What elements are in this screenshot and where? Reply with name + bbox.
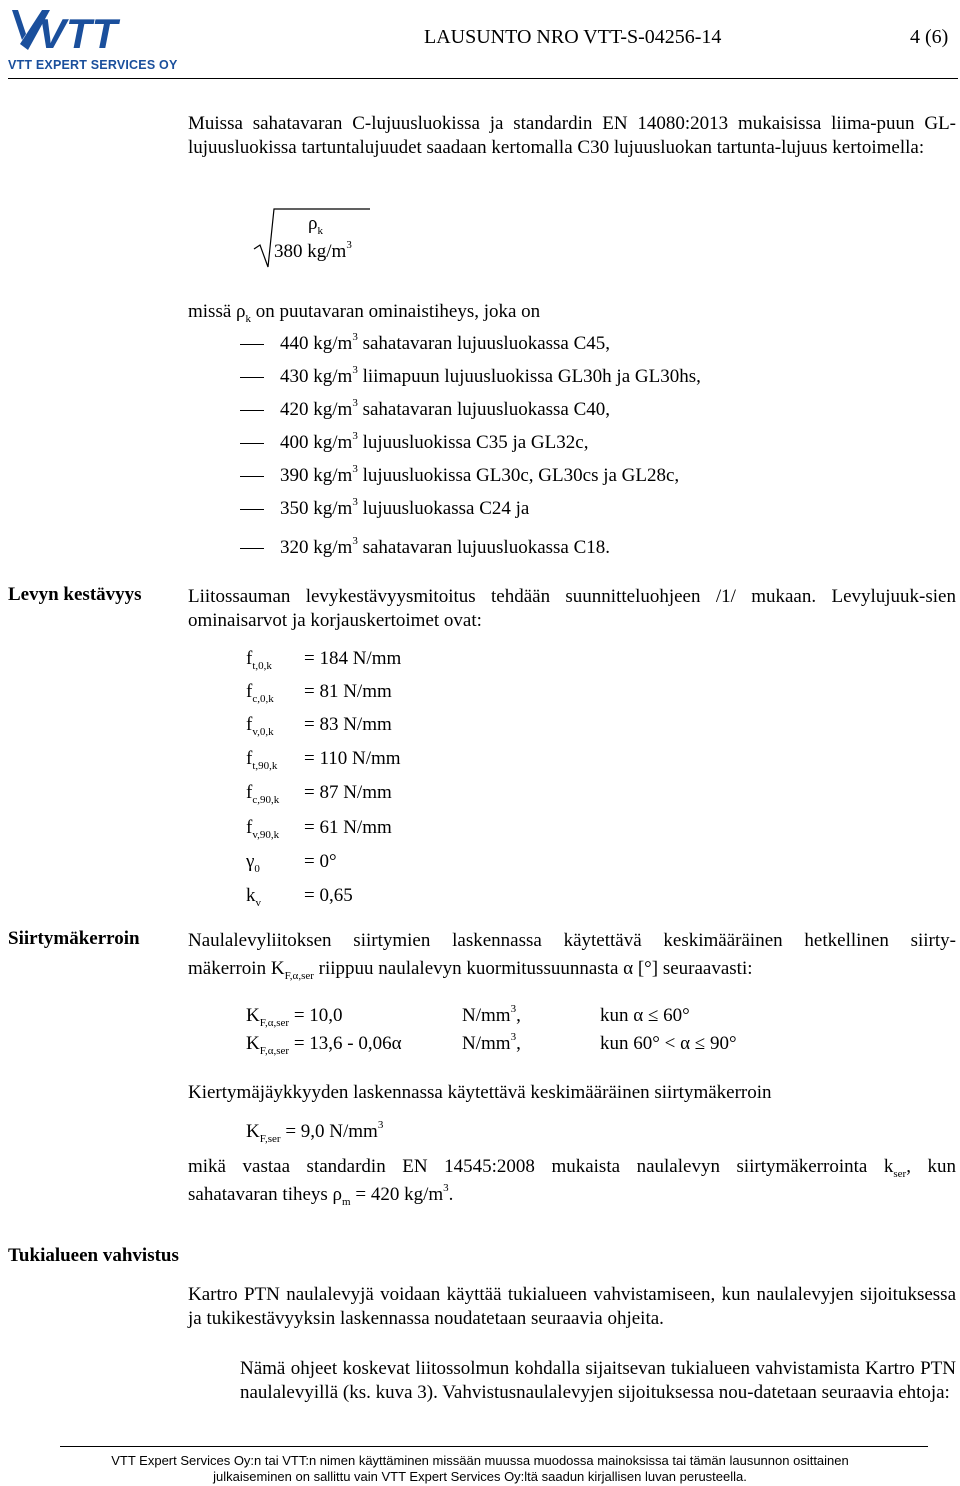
density-sup: 3: [352, 534, 358, 547]
eq2-unit: N/mm: [462, 1033, 511, 1054]
property-symbol-sub: v: [255, 896, 261, 909]
density-value: 390 kg/m: [280, 465, 353, 486]
property-symbol: [246, 648, 304, 670]
density-sup: 3: [352, 462, 358, 475]
density-item: [240, 431, 940, 455]
formula-numerator: $\rho_k$: [308, 213, 323, 237]
density-text: [280, 398, 610, 422]
formula-denominator: 380 $kg/m^3$: [274, 238, 352, 262]
eq3-val: = 9,0 N/mm: [280, 1121, 378, 1142]
eq3-k: K: [246, 1121, 260, 1142]
property-symbol-sub: v,0,k: [252, 725, 274, 738]
equation-2-condition: kun 60° < α ≤ 90°: [600, 1033, 737, 1054]
siirty-p1-sub: F,α,ser: [284, 969, 314, 982]
eq3-sup: 3: [377, 1118, 384, 1131]
eq2-sup: 3: [510, 1030, 517, 1043]
heading-tukialueen-vahvistus: Tukialueen vahvistus: [8, 1245, 179, 1266]
density-item: [240, 365, 940, 389]
property-symbol-base: γ: [246, 851, 255, 872]
density-description: sahatavaran lujuusluokassa C45,: [357, 333, 611, 354]
levyn-paragraph: Liitossauman levykestävyysmitoitus tehdään suunnitteluohjeen /1/ mukaan. Levylujuuk-sien ominaisarvot ja korjauskertoimet ovat:: [188, 586, 956, 631]
tuki-paragraph-1: Kartro PTN naulalevyjä voidaan käyttää tukialueen vahvistamiseen, kun naulalevyjen sijoituksessa ja tukikestävyyksin laskennassa noudatetaan seuraavia ohjeita.: [188, 1284, 956, 1329]
density-description: liimapuun lujuusluokissa GL30h ja GL30hs,: [357, 366, 701, 387]
siirty-p3-text: mikä vastaa standardin EN 14545:2008 mukaista naulalevyn siirtymäkerrointa k: [188, 1156, 894, 1177]
density-text: [280, 497, 529, 521]
property-symbol-base: f: [246, 681, 253, 702]
siirty-p2: Kiertymäjäykkyyden laskennassa käytettävä keskimääräinen siirtymäkerroin: [188, 1082, 772, 1103]
density-sup: 3: [352, 495, 358, 508]
eq2-comma: ,: [516, 1033, 521, 1054]
density-description: sahatavaran lujuusluokassa C18.: [357, 537, 611, 558]
equation-1-condition: kun α ≤ 60°: [600, 1005, 690, 1026]
dash-bullet-icon: [240, 548, 264, 549]
eq2-sub: F,α,ser: [259, 1044, 290, 1057]
footer-rule: [60, 1446, 928, 1447]
heading-siirtymakerroin: Siirtymäkerroin: [8, 928, 140, 949]
density-value: 430 kg/m: [280, 366, 353, 387]
equation-2-unit: [462, 1030, 521, 1055]
siirty-p3b-sub: m: [342, 1195, 351, 1208]
equation-2: [246, 1033, 402, 1055]
property-symbol-sub: t,90,k: [252, 759, 278, 772]
density-item: [240, 464, 940, 488]
equation-1: [246, 1005, 343, 1027]
property-symbol: [246, 748, 304, 770]
eq2-k: K: [246, 1033, 260, 1054]
eq1-k: K: [246, 1005, 260, 1026]
property-value: = 0°: [304, 851, 337, 872]
siirty-p1-post: riippuu naulalevyn kuormitussuunnasta α [°] seuraavasti:: [313, 958, 753, 979]
density-description: lujuusluokassa C24 ja: [357, 498, 530, 519]
eq1-comma: ,: [516, 1005, 521, 1026]
density-value: 320 kg/m: [280, 537, 353, 558]
property-symbol: [246, 817, 304, 839]
density-text: [280, 332, 610, 356]
property-row: [246, 885, 353, 907]
missa-post: on puutavaran ominaistiheys, joka on: [251, 301, 541, 322]
density-sup: 3: [352, 363, 358, 376]
footer-line-2: julkaiseminen on sallittu vain VTT Expert Services Oy:ltä saadun kirjallisen luvan perusteella.: [213, 1469, 747, 1484]
property-symbol-sub: v,90,k: [252, 828, 280, 841]
property-symbol-base: f: [246, 817, 253, 838]
property-value: = 0,65: [304, 885, 353, 906]
property-value: = 81 N/mm: [304, 681, 392, 702]
density-text: [280, 365, 701, 389]
siirty-p3-line2: [188, 1183, 453, 1207]
missa-sub: k: [245, 312, 252, 325]
property-symbol-base: f: [246, 714, 253, 735]
property-symbol: [246, 782, 304, 804]
density-item: [240, 332, 940, 356]
dash-bullet-icon: [240, 443, 264, 444]
dash-bullet-icon: [240, 344, 264, 345]
property-symbol: [246, 851, 304, 873]
property-row: [246, 851, 337, 873]
eq1-unit: N/mm: [462, 1005, 511, 1026]
logo-subtitle: VTT EXPERT SERVICES OY: [8, 58, 178, 72]
eq3-sub: F,ser: [259, 1132, 281, 1145]
property-symbol-sub: 0: [254, 862, 260, 875]
eq1-val: = 10,0: [289, 1005, 343, 1026]
dash-bullet-icon: [240, 377, 264, 378]
property-row: [246, 748, 401, 770]
property-symbol-base: f: [246, 782, 253, 803]
density-item: [240, 497, 940, 521]
density-formula: [252, 205, 372, 271]
density-sup: 3: [352, 330, 358, 343]
dash-bullet-icon: [240, 476, 264, 477]
equation-3: [246, 1118, 384, 1145]
page-number: 4 (6): [910, 26, 949, 48]
siirty-p3-sub: ser: [893, 1167, 907, 1180]
siirty-p3b-sup: 3: [443, 1181, 449, 1194]
eq1-sub: F,α,ser: [259, 1016, 290, 1029]
vtt-logo-mark: [8, 4, 158, 56]
siirty-p3-post: , kun: [906, 1156, 957, 1177]
equation-1-unit: [462, 1002, 521, 1027]
property-symbol: [246, 681, 304, 703]
density-description: sahatavaran lujuusluokassa C40,: [357, 399, 611, 420]
dash-bullet-icon: [240, 410, 264, 411]
siirty-p3b-text: sahatavaran tiheys ρ: [188, 1184, 343, 1205]
density-sup: 3: [352, 429, 358, 442]
property-value: = 110 N/mm: [304, 748, 401, 769]
property-value: = 83 N/mm: [304, 714, 392, 735]
density-value: 420 kg/m: [280, 399, 353, 420]
property-row: [246, 681, 392, 703]
dash-bullet-icon: [240, 509, 264, 510]
property-symbol: [246, 714, 304, 736]
heading-levyn-kestavyys: Levyn kestävyys: [8, 584, 142, 605]
property-row: [246, 817, 392, 839]
property-row: [246, 782, 392, 804]
density-description: lujuusluokissa C35 ja GL32c,: [357, 432, 589, 453]
missa-pre: missä: [188, 301, 237, 322]
siirty-p1-line1: Naulalevyliitoksen siirtymien laskennassa käytettävä keskimääräinen hetkellinen siirty-: [188, 930, 956, 951]
density-value: 350 kg/m: [280, 498, 353, 519]
siirty-p3b-end: .: [448, 1184, 454, 1205]
property-row: [246, 648, 401, 670]
property-value: = 87 N/mm: [304, 782, 392, 803]
property-symbol-sub: c,0,k: [252, 692, 274, 705]
header-rule: [8, 78, 958, 79]
property-symbol-base: f: [246, 748, 253, 769]
density-value: 440 kg/m: [280, 333, 353, 354]
eq2-val: = 13,6 - 0,06α: [289, 1033, 402, 1054]
siirty-p1-line2: [188, 957, 956, 981]
eq1-sup: 3: [510, 1002, 517, 1015]
density-text: [280, 464, 679, 488]
property-symbol-base: k: [246, 885, 256, 906]
property-symbol: [246, 885, 304, 907]
statement-title: LAUSUNTO NRO VTT-S-04256-14: [424, 26, 722, 48]
density-description: lujuusluokissa GL30c, GL30cs ja GL28c,: [357, 465, 680, 486]
siirty-p1-text: mäkerroin K: [188, 958, 285, 979]
footer-line-1: VTT Expert Services Oy:n tai VTT:n nimen käyttäminen missään muussa muodossa mainoksissa tai tämän lausunnon osittainen: [111, 1453, 849, 1468]
tuki-paragraph-2: Nämä ohjeet koskevat liitossolmun kohdalla sijaitsevan tukialueen vahvistamista Kartro PTN naulalevyillä (ks. kuva 3). Vahvistusnaulalevyjen sijoituksessa nou-datetaan seuraavia ehtoja:: [240, 1358, 956, 1403]
density-value: 400 kg/m: [280, 432, 353, 453]
intro-paragraph: Muissa sahatavaran C-lujuusluokissa ja standardin EN 14080:2013 mukaisissa liima-puun GL-lujuusluokissa tartuntalujuudet saadaan kertomalla C30 lujuusluokan tartunta-lujuus kertoimella:: [188, 113, 956, 158]
property-symbol-base: f: [246, 648, 253, 669]
density-item: [240, 536, 940, 560]
density-text: [280, 536, 610, 560]
siirty-p3-line1: [188, 1155, 956, 1179]
property-value: = 184 N/mm: [304, 648, 402, 669]
density-item: [240, 398, 940, 422]
missa-line: [188, 300, 540, 324]
property-row: [246, 714, 392, 736]
property-value: = 61 N/mm: [304, 817, 392, 838]
density-sup: 3: [352, 396, 358, 409]
logo-wordmark: VTT: [38, 10, 118, 56]
siirty-p3b-post: = 420 kg/m: [350, 1184, 444, 1205]
property-symbol-sub: t,0,k: [252, 659, 272, 672]
property-symbol-sub: c,90,k: [252, 793, 280, 806]
density-text: [280, 431, 588, 455]
missa-rho: ρ: [236, 301, 246, 322]
